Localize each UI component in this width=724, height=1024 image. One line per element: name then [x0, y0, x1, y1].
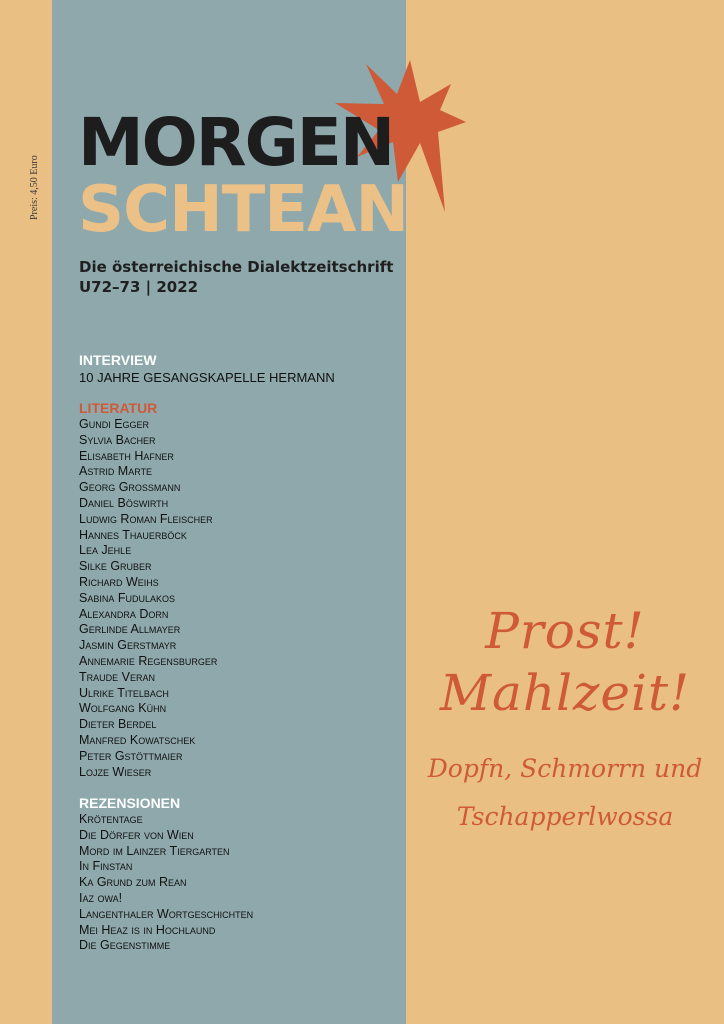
author-item: Lojze Wieser	[79, 764, 152, 779]
interview-heading: INTERVIEW	[79, 352, 157, 368]
review-item: Ka Grund zum Rean	[79, 875, 187, 890]
author-item: Astrid Marte	[79, 464, 153, 479]
review-item: Die Gegenstimme	[79, 938, 171, 953]
author-item: Daniel Böswirth	[79, 495, 169, 510]
feature-subtitle-line2: Tschapperlwossa	[456, 802, 674, 831]
author-item: Sabina Fudulakos	[79, 590, 175, 605]
subtitle	[79, 257, 393, 297]
feature-subtitle-line1: Dopfn, Schmorrn und	[427, 754, 703, 783]
author-item: Gerlinde Allmayer	[79, 622, 181, 637]
author-item: Annemarie Regensburger	[79, 653, 218, 668]
review-item: Mei Heaz is in Hochlaund	[79, 922, 216, 937]
author-item: Ulrike Titelbach	[79, 685, 169, 700]
author-item: Jasmin Gerstmayr	[79, 638, 177, 653]
author-item: Manfred Kowatschek	[79, 732, 196, 747]
author-item: Alexandra Dorn	[79, 606, 169, 621]
author-item: Georg Grossmann	[79, 480, 181, 495]
masthead-line2: SCHTEAN	[78, 173, 409, 247]
author-item: Richard Weihs	[79, 574, 159, 589]
feature-title-line2: Mahlzeit!	[439, 664, 691, 722]
interview-item: 10 JAHRE GESANGSKAPELLE HERMANN	[79, 370, 335, 385]
subtitle-line1: Die österreichische Dialektzeitschrift	[79, 258, 394, 276]
masthead-line1: MORGEN	[78, 104, 394, 181]
author-item: Peter Gstöttmaier	[79, 748, 183, 763]
literatur-list	[79, 417, 217, 780]
review-item: In Finstan	[79, 859, 133, 874]
author-item: Sylvia Bacher	[79, 432, 156, 447]
review-item: Langenthaler Wortgeschichten	[79, 906, 254, 921]
rezensionen-heading: REZENSIONEN	[79, 795, 181, 811]
author-item: Gundi Egger	[79, 417, 150, 431]
author-item: Dieter Berdel	[79, 717, 157, 732]
review-item: Mord im Lainzer Tiergarten	[79, 843, 230, 858]
author-item: Ludwig Roman Fleischer	[79, 511, 213, 526]
author-item: Elisabeth Hafner	[79, 448, 174, 463]
literatur-heading: LITERATUR	[79, 400, 158, 416]
author-item: Hannes Thauerböck	[79, 527, 187, 542]
review-item: Die Dörfer von Wien	[79, 827, 194, 842]
author-item: Wolfgang Kühn	[79, 701, 167, 716]
subtitle-line2: U72–73 | 2022	[79, 278, 199, 296]
feature-title-line1: Prost!	[485, 602, 645, 660]
rezensionen-list	[79, 812, 253, 954]
review-item: Iaz owa!	[79, 890, 123, 905]
author-item: Traude Veran	[79, 669, 155, 684]
price-label: Preis: 4,50 Euro	[29, 155, 40, 220]
author-item: Silke Gruber	[79, 559, 152, 574]
review-item: Krötentage	[79, 812, 143, 826]
author-item: Lea Jehle	[79, 543, 132, 558]
